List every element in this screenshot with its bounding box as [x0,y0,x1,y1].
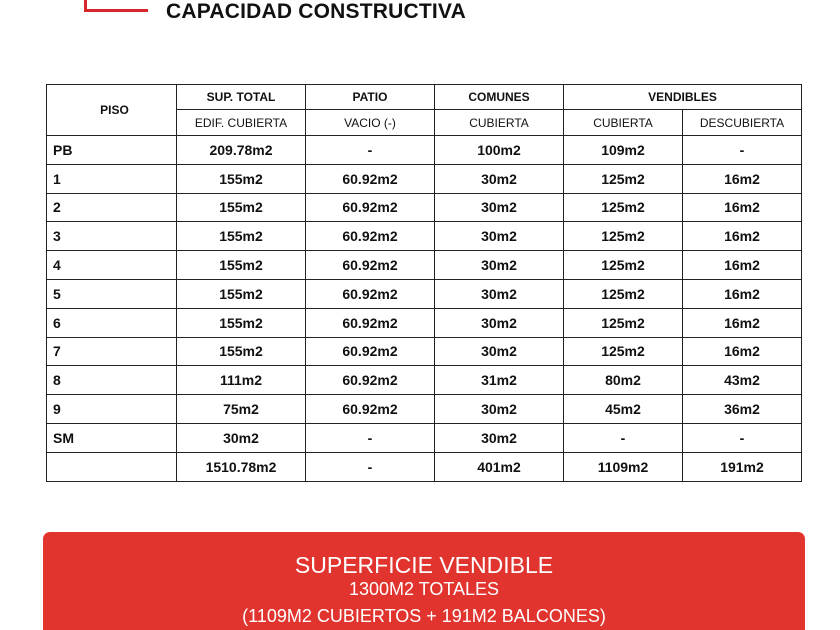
floor-cell: PB [47,136,177,165]
value-cell: 125m2 [564,279,683,308]
value-cell: 125m2 [564,251,683,280]
table-row [47,251,802,280]
value-cell: 60.92m2 [306,193,435,222]
value-cell: 125m2 [564,193,683,222]
table-row [47,279,802,308]
table-row [47,423,802,452]
value-cell: 30m2 [435,251,564,280]
floor-cell: 9 [47,395,177,424]
value-cell: 80m2 [564,366,683,395]
table-row [47,308,802,337]
value-cell: 100m2 [435,136,564,165]
value-cell: - [306,423,435,452]
floor-cell: 5 [47,279,177,308]
subheader-comunes-cubierta: CUBIERTA [435,110,564,136]
value-cell: 155m2 [177,193,306,222]
value-cell: 36m2 [683,395,802,424]
value-cell: 30m2 [435,164,564,193]
table-body [47,136,802,482]
floor-cell: 6 [47,308,177,337]
value-cell: 43m2 [683,366,802,395]
value-cell: 125m2 [564,337,683,366]
value-cell: 125m2 [564,164,683,193]
value-cell: 30m2 [435,337,564,366]
header-comunes: COMUNES [435,85,564,110]
value-cell: 30m2 [435,279,564,308]
subheader-edif-cubierta: EDIF. CUBIERTA [177,110,306,136]
value-cell: 155m2 [177,222,306,251]
floor-cell: 2 [47,193,177,222]
value-cell: 30m2 [435,395,564,424]
value-cell: 60.92m2 [306,366,435,395]
value-cell: 111m2 [177,366,306,395]
value-cell: 60.92m2 [306,251,435,280]
value-cell: - [306,452,435,481]
table-row [47,136,802,165]
table-row [47,164,802,193]
subheader-vendibles-cubierta: CUBIERTA [564,110,683,136]
value-cell: 191m2 [683,452,802,481]
value-cell: 16m2 [683,337,802,366]
value-cell: - [683,136,802,165]
value-cell: 60.92m2 [306,395,435,424]
value-cell: 60.92m2 [306,279,435,308]
value-cell: 401m2 [435,452,564,481]
value-cell: - [306,136,435,165]
value-cell: 30m2 [435,308,564,337]
value-cell: 155m2 [177,251,306,280]
capacity-table [46,84,802,482]
value-cell: 16m2 [683,164,802,193]
floor-cell: 4 [47,251,177,280]
table-row [47,193,802,222]
value-cell: 30m2 [435,423,564,452]
value-cell: 1510.78m2 [177,452,306,481]
subheader-vendibles-descubierta: DESCUBIERTA [683,110,802,136]
floor-cell: 1 [47,164,177,193]
value-cell: 109m2 [564,136,683,165]
value-cell: 60.92m2 [306,164,435,193]
table-row [47,395,802,424]
value-cell: 155m2 [177,279,306,308]
logo-mark [84,0,148,12]
value-cell: 16m2 [683,193,802,222]
table-row [47,366,802,395]
value-cell: 125m2 [564,222,683,251]
value-cell: 155m2 [177,164,306,193]
table-row [47,222,802,251]
value-cell: 30m2 [177,423,306,452]
value-cell: 60.92m2 [306,308,435,337]
table-row [47,337,802,366]
value-cell: 60.92m2 [306,222,435,251]
summary-banner [43,532,805,630]
header-piso: PISO [47,85,177,136]
value-cell: 16m2 [683,251,802,280]
value-cell: - [564,423,683,452]
banner-detail: (1109M2 CUBIERTOS + 191M2 BALCONES) [242,606,606,626]
banner-subtitle: 1300M2 TOTALES [348,579,500,599]
value-cell: 155m2 [177,308,306,337]
banner-title: SUPERFICIE VENDIBLE [294,552,554,578]
value-cell: 16m2 [683,308,802,337]
value-cell: 16m2 [683,279,802,308]
value-cell: 75m2 [177,395,306,424]
floor-cell: 7 [47,337,177,366]
value-cell: 45m2 [564,395,683,424]
value-cell: 30m2 [435,193,564,222]
value-cell: 30m2 [435,222,564,251]
subheader-vacio: VACIO (-) [306,110,435,136]
floor-cell: SM [47,423,177,452]
value-cell: 31m2 [435,366,564,395]
value-cell: - [683,423,802,452]
floor-cell: 8 [47,366,177,395]
header-vendibles: VENDIBLES [564,85,802,110]
value-cell: 155m2 [177,337,306,366]
value-cell: 1109m2 [564,452,683,481]
page-title: CAPACIDAD CONSTRUCTIVA [166,0,466,23]
floor-cell [47,452,177,481]
value-cell: 209.78m2 [177,136,306,165]
header-patio: PATIO [306,85,435,110]
value-cell: 60.92m2 [306,337,435,366]
value-cell: 16m2 [683,222,802,251]
header-sup-total: SUP. TOTAL [177,85,306,110]
totals-row [47,452,802,481]
floor-cell: 3 [47,222,177,251]
value-cell: 125m2 [564,308,683,337]
